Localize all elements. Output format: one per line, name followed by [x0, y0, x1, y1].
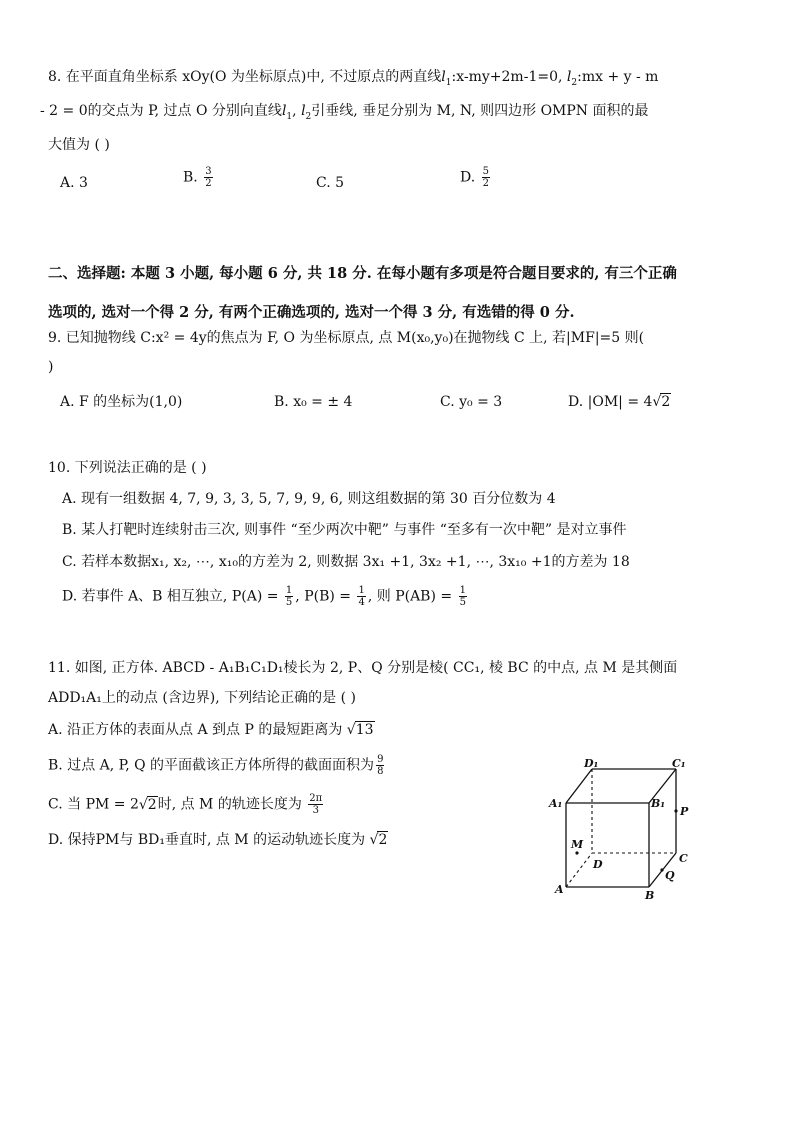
label-p: P: [680, 805, 689, 818]
l1-sub: 1: [445, 77, 452, 88]
l1-sub-2: 1: [286, 111, 293, 122]
q8-line-1: [48, 67, 658, 93]
numerator: 1: [358, 585, 365, 596]
option-text: D. 若事件 A、B 相互独立, P(A) =: [62, 588, 283, 605]
fraction: [308, 793, 323, 816]
l2-equation: :mx + y - m: [577, 69, 659, 85]
fraction: [204, 166, 212, 189]
q8-option-d: [460, 166, 492, 189]
radicand: 13: [355, 722, 374, 738]
q10-option-a: A. 现有一组数据 4, 7, 9, 3, 3, 5, 7, 9, 9, 6, 则这组数据的第 30 百分位数为 4: [62, 491, 556, 507]
q8-option-c: C. 5: [316, 175, 345, 191]
section-2-heading-line-1: 二、选择题: 本题 3 小题, 每小题 6 分, 共 18 分. 在每小题有多项是符合题目要求的, 有三个正确: [48, 265, 677, 282]
q10-option-c: C. 若样本数据x₁, x₂, ⋯, x₁₀的方差为 2, 则数据 3x₁ +1, 3x₂ +1, ⋯, 3x₁₀ +1的方差为 18: [62, 554, 630, 570]
l2-symbol: l: [566, 69, 572, 85]
option-text: D. |OM| = 4: [568, 394, 653, 410]
edge-ad: [566, 853, 592, 887]
option-text: D. 保持PM与 BD₁垂直时, 点 M 的运动轨迹长度为: [48, 832, 370, 848]
label-a: A: [555, 883, 564, 896]
label-m: M: [571, 838, 584, 851]
label-b1: B₁: [651, 797, 666, 810]
radicand: 2: [661, 394, 671, 410]
label-d1: D₁: [584, 757, 599, 770]
q8-option-b: [183, 166, 215, 189]
edge-a1d1: [566, 769, 592, 803]
denominator: 5: [459, 597, 466, 608]
fraction: [376, 754, 384, 777]
sqrt: √13: [346, 722, 374, 738]
label-d: D: [593, 858, 603, 871]
cube-figure: [540, 755, 710, 900]
fraction: [285, 585, 293, 608]
q11-stem-1: 11. 如图, 正方体. ABCD - A₁B₁C₁D₁棱长为 2, P、Q 分别是棱( CC₁, 棱 BC 的中点, 点 M 是其侧面: [48, 660, 678, 676]
radicand: 2: [378, 832, 388, 848]
label-a1: A₁: [549, 797, 563, 810]
option-text: , 则 P(AB) =: [367, 588, 457, 605]
sqrt: √2: [369, 832, 388, 848]
numerator: 1: [459, 585, 466, 596]
option-text: B. 过点 A, P, Q 的平面截该正方体所得的截面面积为: [48, 757, 375, 774]
option-text: C. 当 PM = 2: [48, 796, 139, 813]
option-text: , P(B) =: [295, 588, 356, 605]
denominator: 4: [358, 597, 365, 608]
q8-text: 8. 在平面直角坐标系 xOy(O 为坐标原点)中, 不过原点的两直线: [48, 69, 442, 85]
point-m: [575, 851, 578, 854]
q9-stem: 9. 已知抛物线 C:x² = 4y的焦点为 F, O 为坐标原点, 点 M(x₀,y₀)在抛物线 C 上, 若|MF|=5 则(: [48, 330, 645, 346]
fraction: [357, 585, 365, 608]
numerator: 2π: [309, 793, 323, 804]
denominator: 8: [377, 766, 384, 777]
l2-sub: 2: [571, 77, 578, 88]
q8-line-2: [40, 101, 649, 127]
point-q: [660, 868, 663, 871]
denominator: 5: [285, 597, 293, 608]
l2-symbol-2: l: [301, 103, 306, 119]
section-2-heading-line-2: 选项的, 选对一个得 2 分, 有两个正确选项的, 选对一个得 3 分, 有选错的得 0 分.: [48, 304, 575, 321]
q8-text-3: 引垂线, 垂足分别为 M, N, 则四边形 OMPN 面积的最: [311, 103, 649, 119]
l1-symbol-2: l: [281, 103, 287, 119]
q10-option-b: B. 某人打靶时连续射击三次, 则事件 “至少两次中靶” 与事件 “至多有一次中靶” 是对立事件: [62, 522, 627, 538]
q9-option-b: B. x₀ = ± 4: [274, 394, 353, 410]
label-q: Q: [665, 869, 675, 882]
q11-option-a: [48, 720, 375, 740]
q9-option-c: C. y₀ = 3: [440, 394, 503, 410]
q11-stem-2: ADD₁A₁上的动点 (含边界), 下列结论正确的是 ( ): [48, 690, 356, 706]
q10-option-d: [62, 585, 469, 608]
q10-stem: 10. 下列说法正确的是 ( ): [48, 460, 207, 476]
option-text: 时, 点 M 的轨迹长度为: [157, 796, 307, 813]
option-text: A. 沿正方体的表面从点 A 到点 P 的最短距离为: [48, 722, 347, 738]
option-label: B.: [183, 169, 198, 186]
point-p: [674, 809, 677, 812]
q11-option-b: [48, 754, 386, 777]
q8-line-3: 大值为 ( ): [48, 137, 110, 153]
numerator: 9: [377, 754, 384, 765]
q8-option-a: A. 3: [60, 175, 88, 191]
l1-equation: :x-my+2m-1=0,: [451, 69, 567, 85]
denominator: 3: [312, 805, 319, 816]
sqrt: √2: [138, 796, 157, 813]
fraction: [482, 166, 490, 189]
denominator: 2: [482, 178, 490, 189]
numerator: 5: [482, 166, 490, 177]
q11-option-d: [48, 830, 388, 850]
option-label: D.: [460, 169, 476, 186]
fraction: [459, 585, 467, 608]
label-b: B: [645, 889, 655, 900]
q11-option-c: [48, 793, 325, 816]
numerator: 1: [285, 585, 293, 596]
numerator: 3: [205, 166, 212, 177]
comma: ,: [292, 103, 302, 119]
sqrt: √2: [652, 394, 671, 410]
l1-symbol: l: [441, 69, 446, 85]
radicand: 2: [147, 796, 157, 813]
q8-text-2: - 2 = 0的交点为 P, 过点 O 分别向直线: [40, 103, 282, 119]
l2-sub-2: 2: [305, 111, 312, 122]
label-c: C: [679, 852, 688, 865]
q9-option-d: [568, 392, 671, 412]
denominator: 2: [205, 178, 212, 189]
label-c1: C₁: [672, 757, 686, 770]
q9-stem-end: ): [48, 359, 54, 375]
q9-option-a: A. F 的坐标为(1,0): [60, 394, 183, 410]
